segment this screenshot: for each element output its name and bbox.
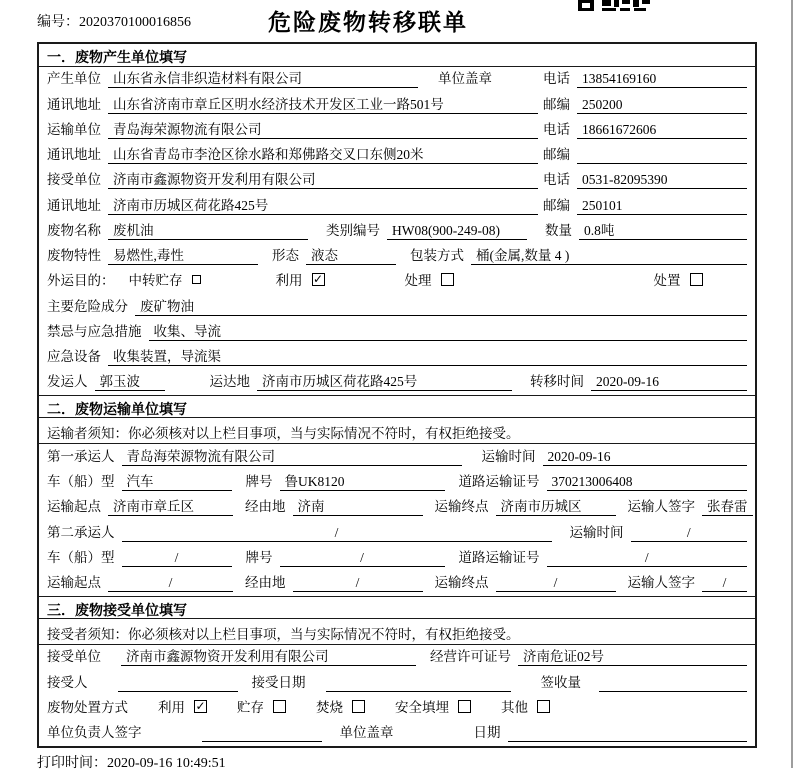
phone-label: 电话	[543, 71, 570, 87]
waste-name-label: 废物名称	[47, 222, 101, 238]
serial-number: 2020370100016856	[79, 15, 191, 30]
receiver-unit-row	[39, 645, 755, 670]
origin-label: 运输起点	[47, 575, 101, 591]
receiver-address-value: 济南市历城区荷花路425号	[108, 194, 538, 215]
shipper-label: 发运人	[47, 374, 88, 390]
producer-row	[39, 67, 755, 92]
hazard-row	[39, 294, 755, 319]
route1-row	[39, 495, 755, 520]
hazard-label: 主要危险成分	[47, 298, 128, 314]
route1-sign-value: 张春雷	[702, 495, 753, 516]
route2-sign-value: /	[702, 575, 747, 592]
transporter-zip-value	[577, 147, 747, 164]
route2-end-value: /	[496, 575, 616, 592]
carrier2-value: /	[122, 525, 552, 542]
date-label: 日期	[473, 725, 501, 741]
vehicle2-row	[39, 546, 755, 571]
manager-sign-value	[202, 725, 322, 742]
purpose-option-storage: 中转贮存	[129, 269, 201, 290]
manager-signature-row	[39, 721, 755, 746]
emergency-equipment-row	[39, 345, 755, 370]
zip-label: 邮编	[543, 147, 570, 163]
accept-date-label: 接受日期	[251, 674, 306, 690]
manager-sign-label: 单位负责人签字	[47, 725, 142, 741]
producer-address-row	[39, 92, 755, 117]
accept-date-value	[326, 675, 511, 692]
producer-label: 产生单位	[47, 71, 101, 87]
receiver-value: 济南市鑫源物资开发利用有限公司	[108, 168, 538, 189]
disposal-option-burn: 焚烧	[316, 696, 365, 717]
vehicle1-row	[39, 470, 755, 495]
producer-value: 山东省永信非织造材料有限公司	[108, 67, 418, 88]
carrier1-label: 第一承运人	[47, 448, 115, 464]
transporter-row	[39, 118, 755, 143]
license-value: 济南危证02号	[518, 645, 747, 666]
route2-origin-value: /	[108, 575, 233, 592]
receiver-unit-value: 济南市鑫源物资开发利用有限公司	[121, 645, 416, 666]
recipient-value	[118, 675, 238, 692]
route2-row	[39, 571, 755, 596]
end-label: 运输终点	[434, 499, 489, 515]
vehicle2-plate-value: /	[280, 550, 445, 567]
print-time: 打印时间：2020-09-16 10:49:51	[37, 756, 226, 771]
road-permit-label: 道路运输证号	[458, 549, 540, 565]
right-page-edge-line	[791, 0, 793, 768]
zip-label: 邮编	[543, 197, 570, 213]
form-value: 液态	[306, 244, 396, 265]
quantity-value: 0.8吨	[579, 219, 747, 240]
signed-qty-value	[599, 675, 747, 692]
vehicle2-permit-value: /	[547, 550, 748, 567]
purpose-option-treat: 处理	[405, 269, 454, 290]
carrier1-row	[39, 444, 755, 469]
receiver-address-row	[39, 193, 755, 218]
route2-via-value: /	[293, 575, 423, 592]
transporter-address-value: 山东省青岛市李沧区徐水路和郑佛路交叉口东侧20米	[108, 143, 538, 164]
section1-header: 一．废物产生单位填写	[39, 44, 755, 67]
vehicle2-type-value: /	[122, 550, 232, 567]
origin-label: 运输起点	[47, 499, 101, 515]
route1-origin-value: 济南市章丘区	[108, 495, 233, 516]
receiver-phone-value: 0531-82095390	[577, 172, 747, 189]
emergency-measures-row	[39, 320, 755, 345]
shipper-row	[39, 370, 755, 395]
plate-label: 牌号	[245, 549, 273, 565]
vehicle1-permit-value: 370213006408	[547, 474, 748, 491]
end-label: 运输终点	[434, 575, 489, 591]
seal-label: 单位盖章	[438, 71, 492, 87]
waste-props-label: 废物特性	[47, 248, 101, 264]
transfer-time-value: 2020-09-16	[591, 374, 747, 391]
license-label: 经营许可证号	[430, 649, 511, 665]
checkbox-disposal-landfill	[458, 700, 471, 713]
category-value: HW08(900-249-08)	[387, 223, 527, 240]
carrier-sign-label: 运输人签字	[627, 499, 695, 515]
via-label: 经由地	[245, 575, 286, 591]
checkbox-storage	[192, 275, 201, 284]
emergency-measures-value: 收集、导流	[149, 320, 748, 341]
purpose-label: 外运目的：	[47, 273, 115, 289]
waste-name-row	[39, 219, 755, 244]
route1-end-value: 济南市历城区	[496, 495, 616, 516]
quantity-label: 数量	[545, 222, 572, 238]
waste-props-value: 易燃性,毒性	[108, 244, 258, 265]
phone-label: 电话	[543, 121, 570, 137]
signed-qty-label: 签收量	[540, 674, 581, 690]
address-label: 通讯地址	[47, 96, 101, 112]
carrier-sign-label: 运输人签字	[627, 575, 695, 591]
receiver-unit-label: 接受单位	[47, 649, 101, 665]
phone-label: 电话	[543, 172, 570, 188]
road-permit-label: 道路运输证号	[458, 473, 540, 489]
via-label: 经由地	[245, 499, 286, 515]
packing-value: 桶(金属,数量 4 )	[471, 244, 747, 265]
waste-name-value: 废机油	[108, 219, 308, 240]
packing-label: 包装方式	[410, 248, 464, 264]
emergency-equipment-label: 应急设备	[47, 349, 101, 365]
producer-phone-value: 13854169160	[577, 71, 747, 88]
transporter-notice: 运输者须知：你必须核对以上栏目事项，当与实际情况不符时，有权拒绝接受。	[39, 418, 755, 444]
carrier1-value: 青岛海荣源物流有限公司	[122, 445, 462, 466]
checkbox-disposal-store	[273, 700, 286, 713]
disposal-option-use: 利用 ✓	[158, 698, 206, 715]
vehicle-type-label: 车（船）型	[47, 549, 115, 565]
checkbox-treat	[441, 273, 454, 286]
purpose-option-dispose: 处置	[654, 269, 703, 290]
transport-time-label: 运输时间	[569, 524, 624, 540]
vehicle1-plate-value: 鲁UK8120	[280, 470, 445, 491]
transporter-value: 青岛海荣源物流有限公司	[108, 118, 538, 139]
checkbox-disposal-other	[537, 700, 550, 713]
date-value	[508, 725, 748, 742]
address-label: 通讯地址	[47, 197, 101, 213]
destination-label: 运达地	[209, 374, 250, 390]
emergency-measures-label: 禁忌与应急措施	[47, 323, 142, 339]
checkbox-use-checked: ✓	[312, 272, 324, 287]
producer-zip-value: 250200	[577, 97, 747, 114]
disposal-option-landfill: 安全填埋	[395, 696, 471, 717]
carrier1-time-value: 2020-09-16	[543, 449, 748, 466]
carrier2-label: 第二承运人	[47, 524, 115, 540]
transporter-label: 运输单位	[47, 121, 101, 137]
page-title: 危险废物转移联单	[268, 10, 468, 35]
destination-value: 济南市历城区荷花路425号	[257, 370, 512, 391]
hazard-value: 废矿物油	[135, 295, 747, 316]
plate-label: 牌号	[245, 473, 273, 489]
route1-via-value: 济南	[293, 495, 423, 516]
section2-header: 二．废物运输单位填写	[39, 395, 755, 418]
transporter-address-row	[39, 143, 755, 168]
producer-address-value: 山东省济南市章丘区明水经济技术开发区工业一路501号	[108, 93, 538, 114]
form-label: 形态	[272, 248, 299, 264]
disposal-label: 废物处置方式	[47, 699, 128, 715]
receiver-zip-value: 250101	[577, 198, 747, 215]
section3-header: 三．废物接受单位填写	[39, 596, 755, 619]
checkbox-disposal-use-checked: ✓	[195, 698, 206, 713]
waste-props-row	[39, 244, 755, 269]
disposal-option-store: 贮存	[237, 696, 286, 717]
vehicle-type-label: 车（船）型	[47, 473, 115, 489]
checkbox-dispose	[690, 273, 703, 286]
qr-code-fragment	[578, 0, 650, 11]
vehicle1-type-value: 汽车	[122, 470, 232, 491]
zip-label: 邮编	[543, 96, 570, 112]
purpose-row	[39, 269, 755, 294]
emergency-equipment-value: 收集装置，导流渠	[108, 345, 747, 366]
receiver-notice: 接受者须知：你必须核对以上栏目事项，当与实际情况不符时，有权拒绝接受。	[39, 619, 755, 645]
recipient-label: 接受人	[47, 674, 88, 690]
disposal-row	[39, 696, 755, 721]
transfer-time-label: 转移时间	[530, 374, 584, 390]
address-label: 通讯地址	[47, 147, 101, 163]
recipient-row	[39, 670, 755, 695]
unit-seal-label: 单位盖章	[339, 725, 394, 741]
carrier2-row	[39, 520, 755, 545]
receiver-row	[39, 168, 755, 193]
transport-time-label: 运输时间	[481, 448, 536, 464]
shipper-value: 郭玉波	[95, 370, 165, 391]
manifest-form-table	[37, 42, 757, 748]
disposal-option-other: 其他	[501, 696, 550, 717]
purpose-option-use: 利用 ✓	[275, 272, 324, 289]
checkbox-disposal-burn	[352, 700, 365, 713]
carrier2-time-value: /	[631, 525, 748, 542]
transporter-phone-value: 18661672606	[577, 122, 747, 139]
document-header	[0, 0, 796, 42]
serial-label: 编号：	[37, 15, 79, 30]
category-label: 类别编号	[326, 222, 380, 238]
receiver-label: 接受单位	[47, 172, 101, 188]
